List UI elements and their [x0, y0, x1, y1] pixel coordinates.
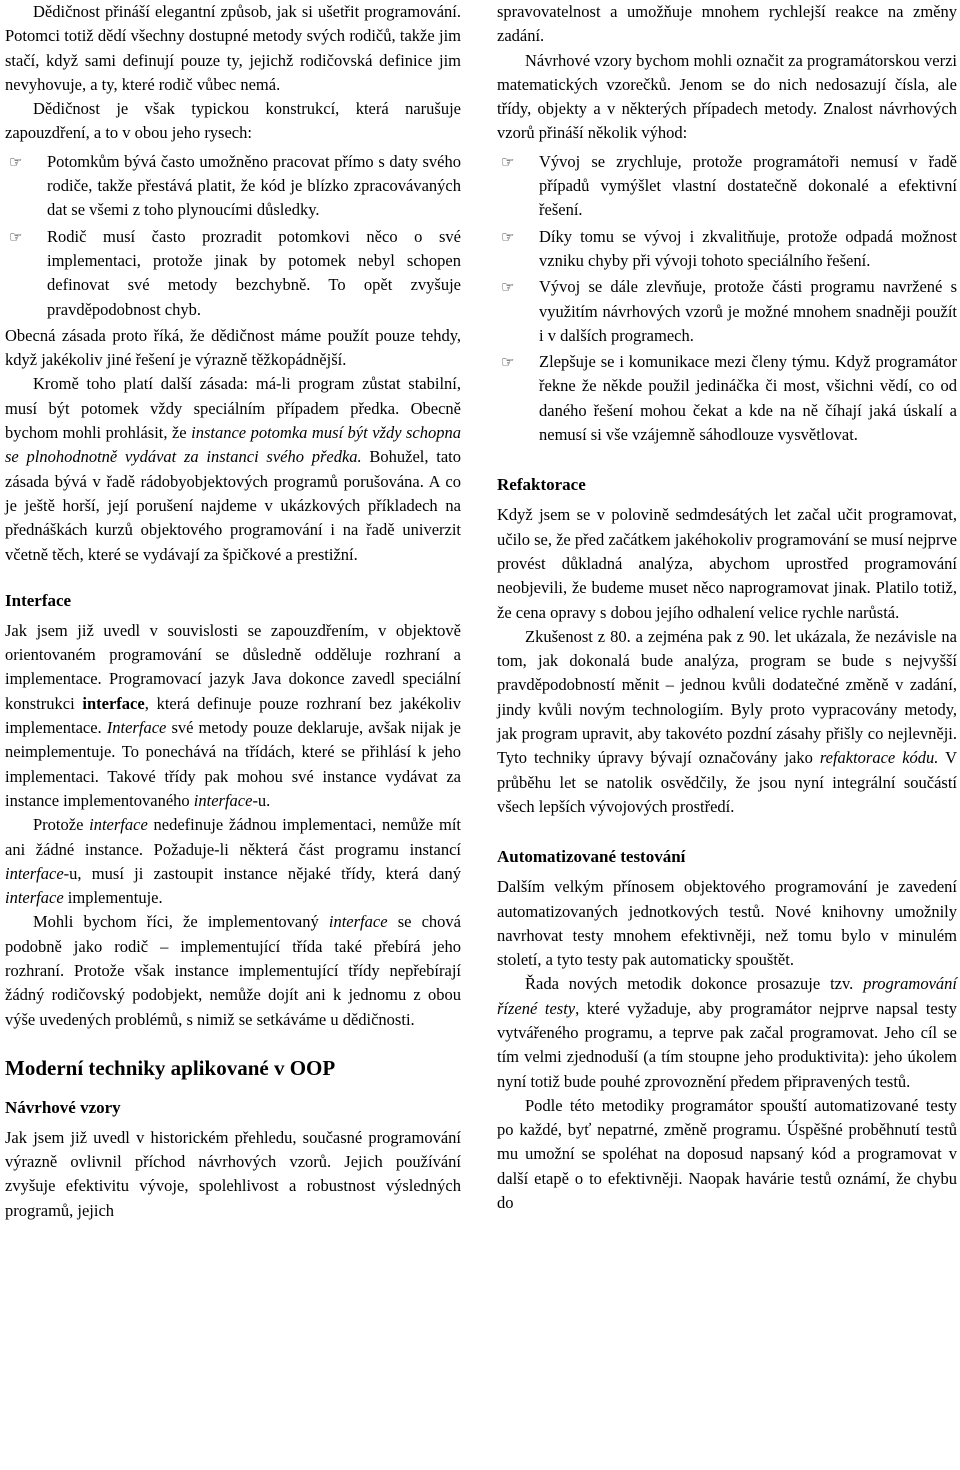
text-run: -u. [252, 790, 271, 810]
text-run: implementuje. [63, 888, 163, 908]
text-run: nedefinuje žádnou implementaci, nemůže mít ani žádné instance. Požaduje-li některá část programu instancí [5, 815, 461, 859]
paragraph: Dědičnost je však typickou konstrukcí, která narušuje zapouzdření, a to v obou jeho rysech: [5, 99, 461, 143]
italic-text: interface [328, 912, 388, 932]
chapter-heading: Moderní techniky aplikované v OOP [5, 1055, 336, 1080]
pointing-hand-icon: ☞ [501, 280, 515, 297]
paragraph: spravovatelnost a umožňuje mnohem rychlejší reakce na změny zadání. [497, 2, 957, 46]
right-column [497, 0, 957, 1215]
paragraph: Obecná zásada proto říká, že dědičnost máme použít pouze tehdy, když jakékoliv jiné řešení je výrazně těžkopádnější. [5, 325, 461, 370]
text-run: , která definuje pouze rozhraní bez jakékoliv implementace. [5, 693, 461, 738]
list-item [497, 225, 957, 274]
text-run: , které vyžaduje, aby programátor nejprve napsal testy vytvářeného programu, a teprve pak začal programovat. Jeho cíl se tím velmi zjednoduší (a tím stoupne jeho produktivita): jeho úkolem nyní totiž bude pouhé zprovoznění předem připravených testů. [497, 998, 957, 1091]
paragraph: Návrhové vzory bychom mohli označit za programátorskou verzi matematických vzorečků. Jenom se do nich nedosazují čísla, ale třídy, objekty a v některých případech metody. Znalost návrhových vzorů přináší několik výhod: [497, 50, 957, 143]
pointing-hand-icon: ☞ [501, 355, 515, 372]
text-run: se chová podobně jako rodič – implementující třída také přebírá jeho rozhraní. Protože však instance implementující třídy nepřebírají žádný rodičovský podobjekt, nemůže dojít ani k jednomu z obou výše uvedených problémů, s nimiž se setkáváme u dědičnosti. [5, 912, 461, 1029]
pointing-hand-icon: ☞ [9, 154, 23, 171]
list-item [497, 350, 957, 447]
paragraph: Podle této metodiky programátor spouští automatizované testy po každé, byť nepatrné, změně programu. Úspěšné proběhnutí testů mu umožní se spoléhat na doposud napsaný kód a programovat v další etapě o to efektivněji. Naopak havárie testů oznámí, že chybu do [497, 1095, 957, 1213]
bullet-list [5, 150, 461, 322]
paragraph [5, 619, 461, 813]
pointing-hand-icon: ☞ [501, 154, 515, 171]
list-item-text: Potomkům bývá často umožněno pracovat přímo s daty svého rodiče, takže přestává platit, že kód je blízko zpracovávaných dat se všemi z toho plynoucími důsledky. [47, 151, 461, 220]
paragraph [497, 972, 957, 1093]
list-item-text: Díky tomu se vývoj i zkvalitňuje, protože odpadá možnost vzniku chyby při vývoji tohoto speciálního řešení. [539, 226, 957, 270]
italic-text: refaktorace kódu. [819, 748, 939, 768]
list-item [5, 150, 461, 223]
list-item [5, 225, 461, 322]
pointing-hand-icon: ☞ [9, 229, 23, 246]
paragraph [497, 625, 957, 819]
text-run: Kromě toho platí další zásada: má-li program zůstat stabilní, musí být potomek vždy speciálním případem předka. Obecně bychom mohli prohlásit, že [5, 374, 461, 443]
list-item [497, 275, 957, 348]
paragraph [5, 910, 461, 1031]
paragraph: Jak jsem již uvedl v historickém přehledu, současné programování výrazně ovlivnil příchod návrhových vzorů. Jejich používání zvyšuje efektivitu vývoje, spolehlivost a robustnost výsledných programů, jejich [5, 1127, 461, 1220]
section-heading-refaktorace: Refaktorace [497, 475, 586, 495]
bold-text: interface [82, 693, 145, 713]
text-run: Bohužel, tato zásada bývá v řadě rádobyobjektových programů porušována. A co je ještě horší, její porušení najdeme v ukázkových příkladech na přednáškách kurzů objektového programování i na řadě univerzit včetně těch, které se vydávají za špičkové a prestižní. [5, 447, 461, 564]
italic-text: instance potomka musí být vždy schopna se plnohodnotně vydávat za instanci svého předka. [5, 423, 461, 467]
italic-text: programování řízené testy [497, 974, 957, 1018]
section-heading-interface: Interface [5, 590, 72, 610]
text-run: Zkušenost z 80. a zejména pak z 90. let ukázala, že nezávisle na tom, jak dokonalá bude analýza, program se bude s nejvyšší pravděpodobností měnit – jednou kvůli dodatečné změně v zadání, jindy kvůli novým technologiím. Byly proto vypracovány metody, jak program upravit, aby takovéto pozdní zásahy přišly co nejlevněji. Tyto techniky úpravy bývají označovány jako [497, 626, 957, 768]
left-column [5, 0, 461, 1223]
list-item-text: Vývoj se dále zlevňuje, protože části programu navržené s využitím návrhových vzorů je možné mnohem snadněji použít i v dalších programech. [539, 277, 957, 345]
text-run: Protože [33, 815, 90, 835]
text-run: Mohli bychom říci, že implementovaný [33, 912, 329, 932]
paragraph: Když jsem se v polovině sedmdesátých let začal učit programovat, učilo se, že před začátkem jakéhokoliv programování se musí nejprve provést důkladná analýza, abychom uprostřed programování neobjevili, že budeme muset něco naprogramovat jinak. Platilo totiž, že cena opravy s dobou jejího odhalení velice rychle narůstá. [497, 505, 958, 622]
section-heading-automatizovane-testovani: Automatizované testování [497, 847, 686, 867]
paragraph: Dědičnost přináší elegantní způsob, jak si ušetřit programování. Potomci totiž dědí všechny dostupné metody svých rodičů, takže jim stačí, když sami definují pouze ty, jejichž rodičovská definice jim nevyhovuje, a ty, které rodič vůbec nemá. [5, 2, 461, 94]
text-run: -u, musí ji zastoupit instance nějaké třídy, která daný [63, 863, 461, 883]
bullet-list [497, 150, 957, 448]
paragraph: Dalším velkým přínosem objektového programování je zavedení automatizovaných jednotkových testů. Nové knihovny umožnily navrhovat testy mnohem efektivněji, než tomu bylo v minulém století, a tyto testy pak automaticky spouštět. [497, 877, 957, 970]
italic-text: Interface [106, 718, 167, 738]
text-run: Řada nových metodik dokonce prosazuje tzv. [525, 974, 864, 994]
italic-text: interface [5, 888, 64, 908]
italic-text: interface [5, 863, 64, 883]
text-run: Jak jsem již uvedl v souvislosti se zapouzdřením, v objektově orientovaném programování se důsledně odděluje rozhraní a implementace. Programovací jazyk Java dokonce zavedl speciální konstrukci [5, 620, 461, 713]
italic-text: interface [193, 790, 253, 810]
pointing-hand-icon: ☞ [501, 229, 515, 246]
text-run: V průběhu let se natolik osvědčily, že jsou nyní integrální součástí všech lepších vývojových prostředí. [497, 748, 957, 816]
list-item-text: Rodič musí často prozradit potomkovi něco o své implementaci, protože jinak by potomek nebyl schopen definovat své metody bezchybně. To opět zvyšuje pravděpodobnost chyb. [47, 226, 461, 319]
list-item-text: Zlepšuje se i komunikace mezi členy týmu. Když programátor řekne že někde použil jedináčka či most, všichni vědí, co od daného řešení mohou čekat a kde na ně číhají jaká úskalí a nemusí si vše vzájemně sáhodlouze vysvětlovat. [539, 352, 957, 445]
list-item [497, 150, 957, 223]
list-item-text: Vývoj se zrychluje, protože programátoři nemusí v řadě případů vymýšlet vlastní dostatečně dokonalé a efektivní řešení. [539, 151, 957, 220]
italic-text: interface [89, 815, 148, 835]
paragraph [5, 372, 461, 566]
section-heading-navrhove-vzory: Návrhové vzory [5, 1097, 121, 1117]
paragraph [5, 813, 461, 910]
text-run: své metody pouze deklaruje, avšak nijak je neimplementuje. To ponechává na třídách, které se přihlásí k jeho implementaci. Takové třídy pak mohou své instance vydávat za instance implementovaného [5, 718, 461, 810]
